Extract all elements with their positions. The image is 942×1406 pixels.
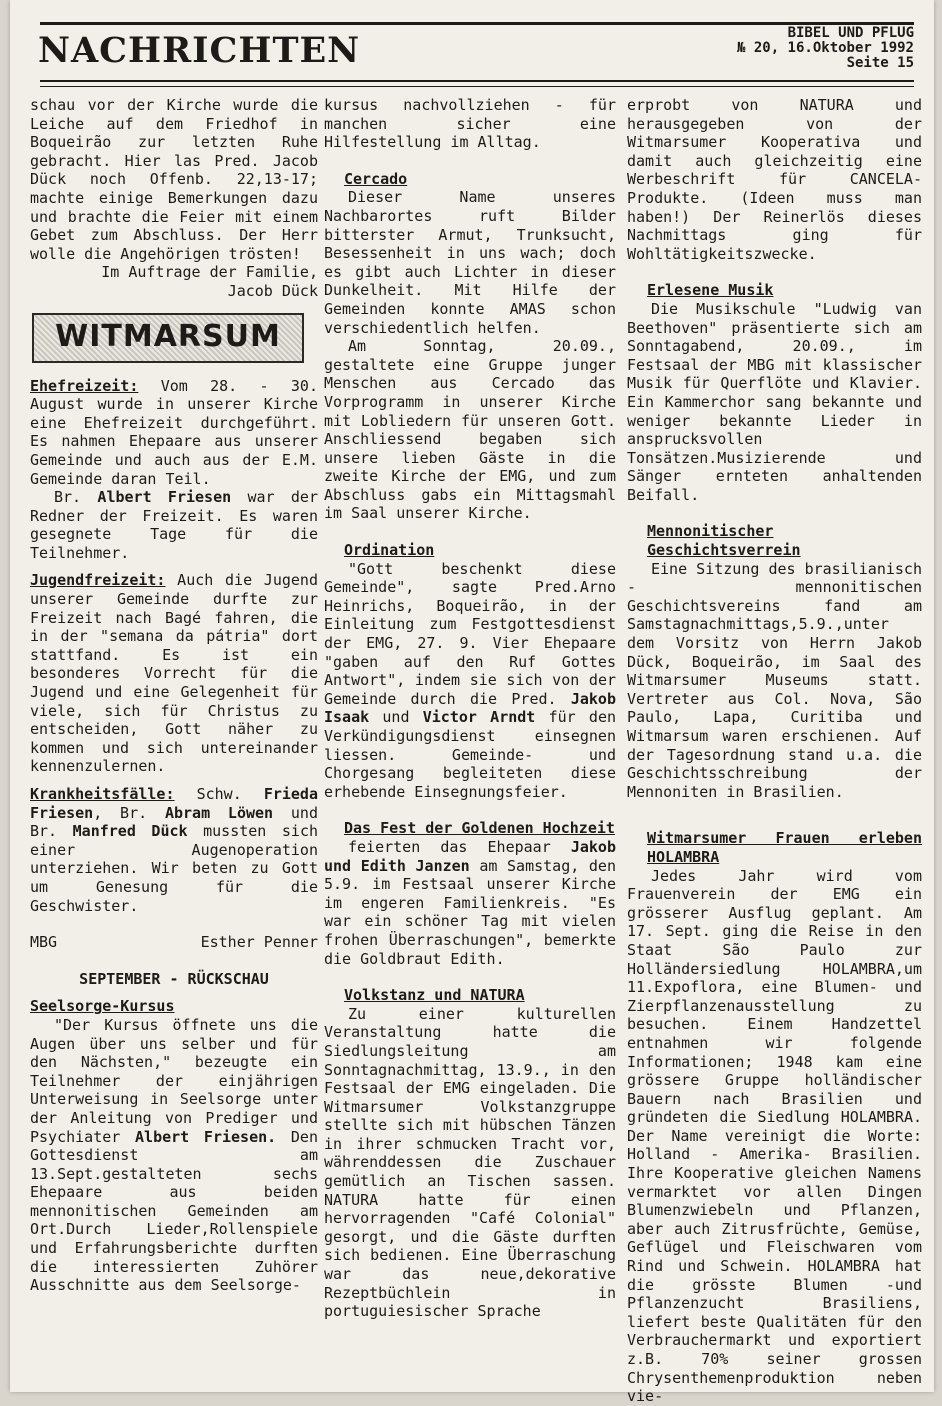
text-span: Br. [54,488,98,507]
signature-name: Jacob Dück [227,281,318,300]
article-text: Zu einer kulturellen Veranstaltung hatte die Siedlungsleitung am Sonntagnachmittag, 13.9., in den Festsaal der EMG eingeladen. Die Witmarsumer Volkstanzgruppe stellte sich mit hübschen Tänzen in ihrer schmucken Tracht vor, währenddessen die Zuschauer gemütlich an Tischen sassen. NATURA hatte für einen hervorragenden "Café Colonial" gesorgt, und die Gäste durften sich bedienen. Eine Überraschung war das neue,dekorative Rezeptbüchlein in portuguiesischer Sprache [324,1004,616,1321]
article-heading: Das Fest der Goldenen Hochzeit [344,819,615,838]
person-name: Jakob Isaak [324,689,616,727]
person-name: Frieda Friesen [30,785,318,822]
article-heading: Mennonitischer Geschichtsverrein [647,522,801,560]
article-ehefreizeit [30,377,318,489]
text-span: am Samstag, den 5.9. im Festsaal unserer Kirche im engeren Familienkreis. "Es war ein schöner Tag mit vielen frohen Überraschungen", bemerkte die Goldbraut Edith. [324,856,616,968]
person-name: Abram Löwen [164,803,274,822]
article-text: Dieser Name unseres Nachbarortes ruft Bilder bitterster Armut, Trunksucht, Besessenheit in uns wach; doch es gibt auch Lichter in dieser Dunkelheit. Mit Hilfe der Gemeinden konnte AMAS schon verschiedentlich helfen. [324,188,616,337]
article-heading: Volkstanz und NATURA [344,986,525,1005]
text-span: , Br. [93,803,165,822]
section-heading: SEPTEMBER - RÜCKSCHAU [79,969,269,988]
article-text: Jedes Jahr wird vom Frauenverein der EMG ein grösserer Ausflug geplant. Am 17. Sept. ging die Reise in den Staat São Paulo zur Holländersiedlung HOLAMBRA,um 11.Expoflora, eine Blumen- und Zierpflanzenausstellung zu besuchen. Einem Handzettel entnahmen wir folgende Informationen; 1948 kam eine grössere Gruppe holländischer Bauern nach Brasilien und gründeten die Siedlung HOLAMBRA. Der Name vereinigt die Worte: Holland - Amerika- Brasilien. Ihre Kooperative gleichen Namens vermarktet vor allen Dingen Blumenzwiebeln und Pflanzen, aber auch Zitrusfrüchte, Gemüse, Geflügel und Fleischwaren vom Rind und Schwein. HOLAMBRA hat die grösste Blumen -und Pflanzenzucht Brasiliens, liefert beste Qualitäten für den Verbrauchermarkt und exportiert z.B. 70% seiner grossen Chrysenthemenproduktion neben vie- [627,866,922,1406]
article-text: Am Sonntag, 20.09., gestaltete eine Gruppe junger Menschen aus Cercado das Vorprogramm in unserer Kirche mit Lobliedern für unseren Gott. Anschliessend begaben sich unsere lieben Gäste in die zweite Kirche der EMG, und zum Abschluss gabs ein Mittagsmahl im Saal unserer Kirche. [324,337,616,523]
article-heading: Witmarsumer Frauen erleben HOLAMBRA [647,829,922,866]
issue-info [737,26,914,71]
column-1 [30,96,318,1295]
article-text: schau vor der Kirche wurde die Leiche auf dem Friedhof in Boqueirão zur letzten Ruhe gebracht. Hier las Pred. Jacob Dück noch Offenb. 22,13-17; machte einige Bemerkungen dazu und brachte die Feier mit einem Gebet zum Abschluss. Der Herr wolle die Angehörigen trösten! [30,96,318,263]
article-krankheitsfaelle [30,785,318,915]
article-heading: Jugendfreizeit: [30,571,166,590]
person-name: Victor Arndt [422,708,536,727]
article-heading: Cercado [344,169,408,188]
person-name: Albert Friesen [97,488,232,507]
article-heading: Erlesene Musik [647,281,774,300]
text-span: und [369,708,423,727]
header-rule [40,80,914,82]
article-jugendfreizeit [30,571,318,776]
article-text: erprobt von NATURA und herausgegeben von der Witmarsumer Kooperativa und damit auch gleichzeitig eine Werbeschrift für CANCELA-Produkte. (Ideen muss man haben!) Der Reinerlös dieses Nachmittags ging für Wohltätigkeitszwecke. [627,96,922,263]
publication-name: BIBEL UND PFLUG [787,25,914,41]
person-name: Albert Friesen. [135,1127,277,1146]
text-span: und Br. [30,803,318,841]
article-text: Auch die Jugend unserer Gemeinde durfte zur Freizeit nach Bagé fahren, die in der "semana da pátria" dort stattfand. Es ist ein besonderes Vorrecht für die Jugend und eine Gelegenheit für viele, sich für Christus zu entscheiden, Gott näher zu kommen und sich untereinander kennenzulernen. [30,571,318,776]
byline-org: MBG [30,933,58,952]
column-2 [324,96,616,1321]
section-banner-title: WITMARSUM [55,319,281,355]
article-text [30,488,318,562]
column-3 [627,96,922,1406]
article-heading: Ehefreizeit: [30,376,139,395]
article-text [324,560,616,802]
article-text: kursus nachvollziehen - für manchen sicher eine Hilfestellung im Alltag. [324,96,616,152]
text-span: mussten sich einer Augenoperation unterziehen. Wir beten zu Gott um Genesung für die Geschwister. [30,822,319,915]
section-banner [32,313,304,363]
newspaper-page [10,0,934,1406]
text-span: für den Verkündigungsdienst einsegnen liessen. Gemeinde- und Chorgesang begleiteten diese erhebende Einsegnungsfeier. [324,708,617,801]
article-text [324,838,616,968]
byline [30,933,318,952]
article-text: Eine Sitzung des brasilianisch - mennonitischen Geschichtsvereins fand am Samstagnachmittags,5.9.,unter dem Vorsitz von Herrn Jakob Dück, Boqueirão, im Saal des Witmarsumer Museums statt. Vertreter aus Col. Nova, São Paulo, Lapa, Curitiba und Witmarsum waren erschienen. Auf der Tagesordnung stand u.a. die Geschichtsschreibung der Mennoniten in Brasilien. [627,559,922,801]
text-span: "Gott beschenkt diese Gemeinde", sagte Pred.Arno Heinrichs, Boqueirão, in der Einleitung zum Festgottesdienst der EMG, 27. 9. Vier Ehepaare "gaben auf den Ruf Gottes Antwort", indem sie sich von der Gemeinde durch die Pred. [324,559,616,708]
text-span: Schw. [174,785,264,803]
text-span: war der Redner der Freizeit. Es waren gesegnete Tage für die Teilnehmer. [30,488,318,562]
text-span: Den Gottesdienst am 13.Sept.gestalteten sechs Ehepaare aus beiden mennonitischen Gemeinden am Ort.Durch Lieder,Rollenspiele und Erfahrungsberichte durften die interessierten Zuhörer Ausschnitte aus dem Seelsorge- [30,1127,318,1295]
article-heading: Ordination [344,541,435,560]
page-number: Seite 15 [846,55,914,71]
header-rule-thin [40,86,914,87]
article-heading: Seelsorge-Kursus [30,997,175,1016]
signature-line: Im Auftrage der Familie, [101,263,318,282]
text-span: feierten das Ehepaar [348,837,571,856]
article-heading: Krankheitsfälle: [30,785,175,803]
article-text: Die Musikschule "Ludwig van Beethoven" präsentierte sich am Sonntagabend, 20.09., im Festsaal der MBG mit klassischer Musik für Querflöte und Klavier. Ein Kammerchor sang bekannte und weniger bekannte Lieder in ansprucksvollen Tonsätzen.Musizierende und Sänger ernteten anhaltenden Beifall. [627,299,922,504]
page-title: NACHRICHTEN [38,30,361,71]
byline-author: Esther Penner [200,933,318,952]
issue-date: № 20, 16.Oktober 1992 [736,40,914,56]
article-text [30,1016,318,1295]
article-text: Vom 28. - 30. August wurde in unserer Kirche eine Ehefreizeit durchgeführt. Es nahmen Ehepaare aus unserer Gemeinde und auch aus der E.M. Gemeinde daran Teil. [30,376,318,488]
person-name: Manfred Dück [72,822,188,841]
person-name: Jakob und Edith Janzen [324,837,616,875]
text-span: "Der Kursus öffnete uns die Augen über uns selber und für den Nächsten," bezeugte ein Teilnehmer der einjährigen Unterweisung in Seelsorge unter der Anleitung von Prediger und Psychiater [30,1015,318,1146]
top-rule [40,22,914,25]
